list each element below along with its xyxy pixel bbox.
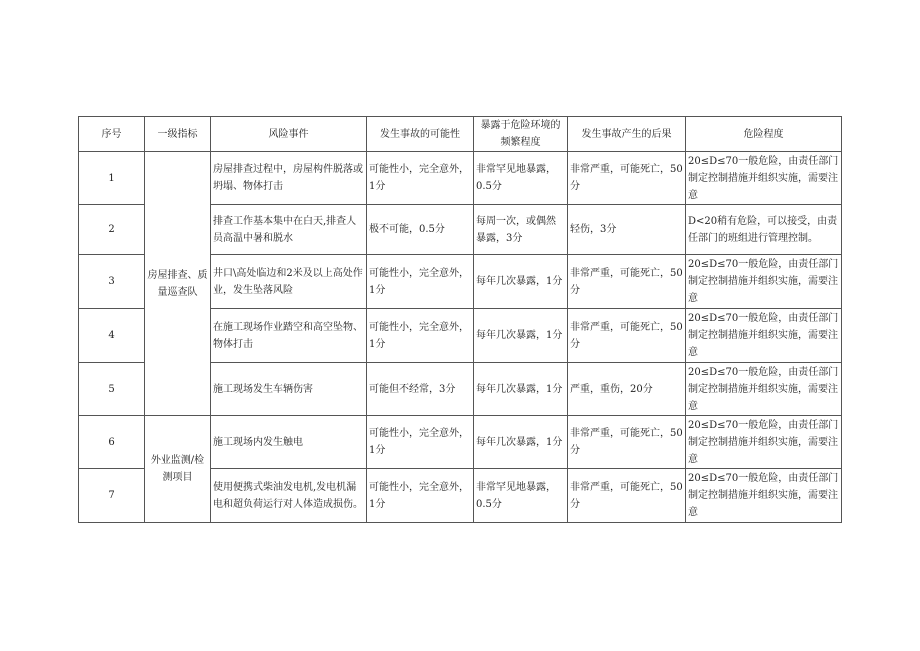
exposure-cell: 非常罕见地暴露，0.5分	[474, 469, 568, 523]
exposure-cell: 每周一次，或偶然暴露，3分	[474, 205, 568, 255]
category-cell: 房屋排查、质量巡查队	[145, 152, 211, 416]
risk-event-cell: 排查工作基本集中在白天,排查人员高温中暑和脱水	[211, 205, 367, 255]
header-no: 序号	[79, 117, 145, 152]
row-number: 5	[79, 363, 145, 416]
likelihood-cell: 可能性小，完全意外，1分	[367, 469, 474, 523]
row-number: 6	[79, 416, 145, 469]
risk-event-cell: 施工现场发生车辆伤害	[211, 363, 367, 416]
risk-event-cell: 使用便携式柴油发电机,发电机漏电和超负荷运行对人体造成损伤。	[211, 469, 367, 523]
consequence-cell: 非常严重，可能死亡，50分	[568, 255, 686, 309]
consequence-cell: 严重，重伤，20分	[568, 363, 686, 416]
exposure-cell: 每年几次暴露，1分	[474, 309, 568, 363]
consequence-cell: 非常严重，可能死亡，50分	[568, 152, 686, 205]
danger-level-cell: 20≤D≤70一般危险，由责任部门制定控制措施并组织实施，需要注意	[686, 469, 842, 523]
exposure-cell: 非常罕见地暴露，0.5分	[474, 152, 568, 205]
header-danger: 危险程度	[686, 117, 842, 152]
risk-event-cell: 施工现场内发生触电	[211, 416, 367, 469]
risk-event-cell: 在施工现场作业踏空和高空坠物、物体打击	[211, 309, 367, 363]
danger-level-cell: 20≤D≤70一般危险，由责任部门制定控制措施并组织实施，需要注意	[686, 255, 842, 309]
exposure-cell: 每年几次暴露，1分	[474, 363, 568, 416]
row-number: 1	[79, 152, 145, 205]
row-number: 3	[79, 255, 145, 309]
likelihood-cell: 可能性小，完全意外，1分	[367, 416, 474, 469]
consequence-cell: 非常严重，可能死亡，50分	[568, 309, 686, 363]
header-category: 一级指标	[145, 117, 211, 152]
danger-level-cell: 20≤D≤70一般危险，由责任部门制定控制措施并组织实施，需要注意	[686, 309, 842, 363]
exposure-cell: 每年几次暴露，1分	[474, 416, 568, 469]
consequence-cell: 非常严重，可能死亡，50分	[568, 416, 686, 469]
danger-level-cell: 20≤D≤70一般危险，由责任部门制定控制措施并组织实施，需要注意	[686, 152, 842, 205]
likelihood-cell: 可能性小，完全意外，1分	[367, 255, 474, 309]
header-event: 风险事件	[211, 117, 367, 152]
header-exposure: 暴露于危险环境的频繁程度	[474, 117, 568, 152]
risk-event-cell: 井口\高处临边和2米及以上高处作业，发生坠落风险	[211, 255, 367, 309]
likelihood-cell: 可能性小，完全意外，1分	[367, 309, 474, 363]
consequence-cell: 非常严重，可能死亡，50分	[568, 469, 686, 523]
risk-assessment-table	[78, 116, 842, 523]
table-row	[79, 416, 842, 469]
table-header-row	[79, 117, 842, 152]
header-likelihood: 发生事故的可能性	[367, 117, 474, 152]
danger-level-cell: D<20稍有危险，可以接受，由责任部门的班组进行管理控制。	[686, 205, 842, 255]
consequence-cell: 轻伤，3分	[568, 205, 686, 255]
risk-event-cell: 房屋排查过程中，房屋构件脱落或坍塌、物体打击	[211, 152, 367, 205]
row-number: 7	[79, 469, 145, 523]
exposure-cell: 每年几次暴露，1分	[474, 255, 568, 309]
danger-level-cell: 20≤D≤70一般危险，由责任部门制定控制措施并组织实施，需要注意	[686, 363, 842, 416]
category-cell: 外业监测/检测项目	[145, 416, 211, 523]
likelihood-cell: 极不可能，0.5分	[367, 205, 474, 255]
likelihood-cell: 可能性小，完全意外，1分	[367, 152, 474, 205]
row-number: 4	[79, 309, 145, 363]
header-consequence: 发生事故产生的后果	[568, 117, 686, 152]
likelihood-cell: 可能但不经常，3分	[367, 363, 474, 416]
danger-level-cell: 20≤D≤70一般危险，由责任部门制定控制措施并组织实施，需要注意	[686, 416, 842, 469]
table-row	[79, 152, 842, 205]
row-number: 2	[79, 205, 145, 255]
